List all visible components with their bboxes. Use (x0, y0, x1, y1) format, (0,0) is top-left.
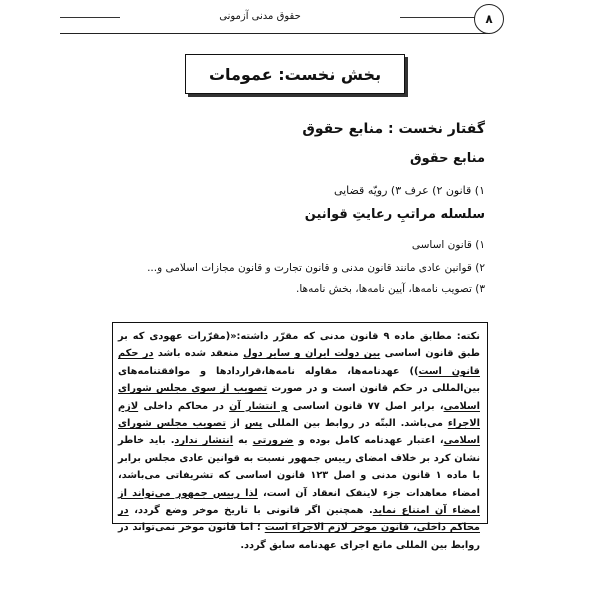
note-text-run: ، اعتبار عهدنامه کامل بوده و (293, 435, 444, 447)
note-paragraph (118, 328, 480, 554)
note-text-run: به (233, 435, 253, 447)
running-title-text: حقوق مدنی آزمونی (213, 11, 307, 22)
note-underlined-phrase: پس (244, 418, 263, 430)
note-text-run: در محاکم داخلی (138, 400, 230, 412)
note-underlined-phrase: انتشار ندارد (174, 435, 234, 447)
note-underlined-phrase: لازم الاجراء (118, 400, 480, 430)
note-underlined-phrase: بین دولت ایران و سایر دول (243, 348, 381, 360)
note-underlined-phrase: در حکم قانون است (118, 348, 480, 377)
sources-list: ۱) قانون ۲) عرف ۳) رویّه قضایی (333, 184, 485, 197)
note-text-run: منعقد شده باشد (153, 348, 244, 360)
section-title: بخش نخست: عمومات (208, 64, 382, 84)
note-text-run: . باید خاطر نشان کرد بر خلاف امضای رییس جمهور نسبت به قوانین عادی مجلس برابر با ماده ۱ قانون مدنی و اصل ۱۲۳ قانون اساسی که تشریفاتی می‌باشد، امضاء معاهدات جزء لاینفک انعقاد آن است، (118, 435, 481, 499)
note-underlined-phrase: لذا رییس جمهور می‌تواند از امضاء آن امتناع نماید (118, 487, 480, 517)
running-title (120, 11, 400, 22)
chapter-heading: گفتار نخست : منابع حقوق (302, 121, 485, 137)
note-underlined-phrase: تصویب مجلس شورای اسلامی (118, 418, 480, 447)
hierarchy-item: ۱) قانون اساسی (411, 239, 485, 251)
hierarchy-item: ۲) قوانین عادی مانند قانون مدنی و قانون تجارت و قانون مجازات اسلامی و... (147, 262, 485, 274)
hierarchy-heading: سلسله مراتبِ رعایتِ قوانین (304, 207, 485, 222)
section-title-box (185, 54, 405, 94)
note-text-run: از (226, 418, 245, 430)
page-number: ۸ (474, 4, 504, 34)
note-text-run: می‌باشد. البتّه در روابط بین المللی (262, 418, 448, 430)
note-underlined-phrase: تصویب از سوی مجلس شورای اسلامی (118, 383, 480, 412)
header-rule-bottom (60, 33, 490, 34)
note-text-run: نکته: مطابق ماده ۹ قانون مدنی که مقرّر داشته:«(مقرّرات عهودی که بر طبق قانون اساسی (118, 331, 480, 360)
note-text-run: ؛ اما قانون موخر نمی‌تواند در روابط بین المللی مانع اجرای عهدنامه سابق گردد. (118, 522, 480, 551)
sources-heading: منابع حقوق (409, 151, 485, 166)
note-text-run: ، برابر اصل ۷۷ قانون اساسی (287, 400, 444, 412)
note-text-run: . همچنین اگر قانونی با تاریخ موخر وضع گردد، (128, 505, 373, 517)
note-underlined-phrase: ضرورتی (252, 435, 294, 447)
note-text-run: )) عهدنامه‌ها، مقاوله نامه‌ها،قراردادها و موافقتنامه‌های بین‌المللی در حکم قانون است و در صورت (118, 365, 480, 395)
note-underlined-phrase: و انتشار آن (229, 400, 288, 412)
hierarchy-item: ۳) تصویب نامه‌ها، آیین نامه‌ها، بخش نامه‌ها. (296, 283, 485, 295)
note-underlined-phrase: در محاکم داخلی، قانون موخر لازم الاجراء است (118, 505, 480, 534)
